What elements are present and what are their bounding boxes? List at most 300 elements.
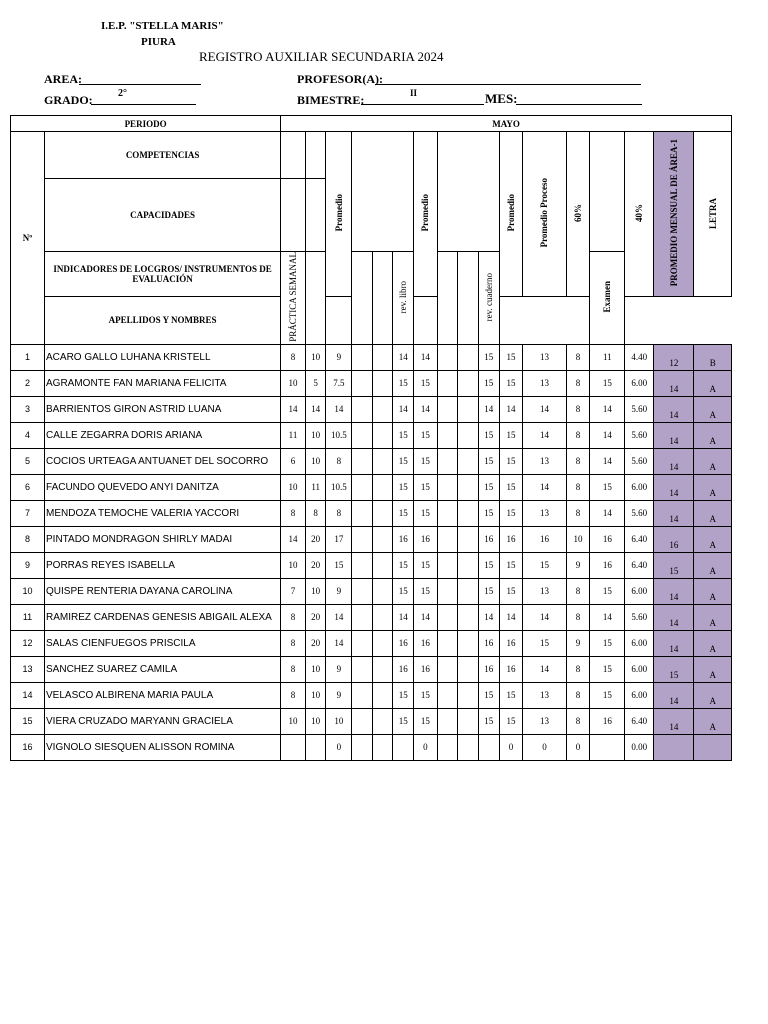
empty-cell <box>372 708 393 734</box>
empty-cell <box>352 448 373 474</box>
table-row <box>11 578 732 604</box>
grade-cell: 7 <box>281 578 306 604</box>
empty-cell <box>437 396 458 422</box>
grade-cell: 6 <box>281 448 306 474</box>
empty-cell <box>437 474 458 500</box>
grade-cell: 13 <box>523 344 566 370</box>
grade-cell: 16 <box>414 630 438 656</box>
grade-cell: 15 <box>479 578 500 604</box>
grade-cell: 10.5 <box>326 474 352 500</box>
promedio-mensual-cell: 16 <box>654 526 694 552</box>
row-number: 1 <box>11 344 45 370</box>
empty-cell <box>437 500 458 526</box>
grade-cell: 5.60 <box>625 422 654 448</box>
grade-cell: 15 <box>414 422 438 448</box>
empty-cell <box>372 500 393 526</box>
grade-cell: 10 <box>305 344 326 370</box>
grade-cell: 16 <box>393 656 414 682</box>
grade-cell: 15 <box>499 344 523 370</box>
bimestre-value: II <box>410 88 418 98</box>
letra-cell: A <box>694 370 732 396</box>
letra-cell: A <box>694 656 732 682</box>
empty-cell <box>372 370 393 396</box>
promedio-mensual-cell: 14 <box>654 474 694 500</box>
grade-cell: 15 <box>499 552 523 578</box>
empty-cell <box>372 344 393 370</box>
grade-cell: 14 <box>523 422 566 448</box>
table-row <box>11 682 732 708</box>
grade-cell: 11 <box>281 422 306 448</box>
grade-cell: 15 <box>414 370 438 396</box>
table-row <box>11 344 732 370</box>
student-name: VELASCO ALBIRENA MARIA PAULA <box>45 682 281 708</box>
grade-cell: 15 <box>479 344 500 370</box>
student-name: QUISPE RENTERIA DAYANA CAROLINA <box>45 578 281 604</box>
student-name: AGRAMONTE FAN MARIANA FELICITA <box>45 370 281 396</box>
grade-cell: 15 <box>499 578 523 604</box>
grado-value: 2° <box>118 88 127 99</box>
empty-cell <box>352 422 373 448</box>
empty-cell <box>352 500 373 526</box>
letra-cell: A <box>694 448 732 474</box>
grade-cell: 9 <box>326 656 352 682</box>
grado-line <box>91 104 196 105</box>
empty-cell <box>458 448 479 474</box>
letra-cell: A <box>694 552 732 578</box>
grade-cell: 10 <box>305 578 326 604</box>
empty-cell <box>437 370 458 396</box>
grade-cell: 8 <box>281 344 306 370</box>
grade-cell: 13 <box>523 448 566 474</box>
grade-cell: 6.40 <box>625 708 654 734</box>
grade-cell: 15 <box>414 500 438 526</box>
promedio-mensual-cell: 14 <box>654 578 694 604</box>
promedio-mensual-cell: 14 <box>654 630 694 656</box>
grade-cell: 14 <box>590 422 625 448</box>
empty-cell <box>437 422 458 448</box>
grade-cell: 15 <box>523 630 566 656</box>
grade-cell: 14 <box>393 604 414 630</box>
empty-cell <box>437 578 458 604</box>
number-header: Nº <box>11 132 45 345</box>
mes-line <box>516 104 642 105</box>
student-name: FACUNDO QUEVEDO ANYI DANITZA <box>45 474 281 500</box>
grade-cell: 15 <box>499 500 523 526</box>
grade-cell: 9 <box>566 630 590 656</box>
grade-cell: 16 <box>499 526 523 552</box>
empty-cell <box>352 526 373 552</box>
grade-cell: 14 <box>499 396 523 422</box>
grade-cell: 8 <box>566 656 590 682</box>
grade-cell: 15 <box>393 552 414 578</box>
grade-cell: 8 <box>566 370 590 396</box>
empty-cell <box>458 500 479 526</box>
col-promedio-2: Promedio <box>414 132 438 297</box>
grade-cell: 6.00 <box>625 656 654 682</box>
grade-cell: 15 <box>499 422 523 448</box>
grade-cell: 15 <box>590 630 625 656</box>
empty-cell <box>372 422 393 448</box>
empty-cell <box>437 526 458 552</box>
empty-cell <box>458 552 479 578</box>
grade-cell: 14 <box>281 396 306 422</box>
grade-cell: 15 <box>414 552 438 578</box>
letra-cell: A <box>694 578 732 604</box>
student-name: MENDOZA TEMOCHE VALERIA YACCORI <box>45 500 281 526</box>
promedio-mensual-cell: 12 <box>654 344 694 370</box>
page-title: REGISTRO AUXILIAR SECUNDARIA 2024 <box>199 49 444 64</box>
grade-cell: 5.60 <box>625 448 654 474</box>
grade-cell: 8 <box>566 578 590 604</box>
promedio-mensual-cell: 15 <box>654 552 694 578</box>
grade-cell: 0 <box>499 734 523 760</box>
student-name: SALAS CIENFUEGOS PRISCILA <box>45 630 281 656</box>
grade-cell: 15 <box>414 578 438 604</box>
grade-cell: 11 <box>305 474 326 500</box>
school-name: I.E.P. "STELLA MARIS" <box>101 20 224 32</box>
student-name: RAMIREZ CARDENAS GENESIS ABIGAIL ALEXA <box>45 604 281 630</box>
grade-cell: 8 <box>326 500 352 526</box>
grade-cell: 10 <box>305 656 326 682</box>
row-number: 6 <box>11 474 45 500</box>
row-number: 3 <box>11 396 45 422</box>
grade-cell: 16 <box>414 526 438 552</box>
grade-cell <box>393 734 414 760</box>
col-practica-semanal: PRÁCTICA SEMANAL <box>281 252 306 345</box>
bimestre-label: BIMESTRE: <box>297 93 365 107</box>
row-number: 5 <box>11 448 45 474</box>
promedio-mensual-cell: 15 <box>654 656 694 682</box>
grade-cell: 15 <box>523 552 566 578</box>
letra-cell: A <box>694 604 732 630</box>
grade-cell: 15 <box>393 682 414 708</box>
letra-cell: A <box>694 682 732 708</box>
grade-cell: 15 <box>393 474 414 500</box>
table-row <box>11 630 732 656</box>
empty-cell <box>352 630 373 656</box>
grade-cell: 8 <box>281 604 306 630</box>
grade-cell: 10 <box>305 708 326 734</box>
col-rev-libro: rev. libro <box>393 252 414 345</box>
grade-cell: 16 <box>414 656 438 682</box>
grade-cell: 15 <box>414 474 438 500</box>
empty-cell <box>372 474 393 500</box>
profesor-line <box>375 84 641 85</box>
grade-cell: 9 <box>326 344 352 370</box>
empty-cell <box>352 682 373 708</box>
grade-cell: 7.5 <box>326 370 352 396</box>
table-row <box>11 656 732 682</box>
grade-cell: 6.00 <box>625 578 654 604</box>
grade-cell: 16 <box>479 526 500 552</box>
grade-cell: 16 <box>393 526 414 552</box>
grade-cell: 15 <box>393 370 414 396</box>
row-number: 9 <box>11 552 45 578</box>
grade-cell: 8 <box>281 656 306 682</box>
grade-cell: 10 <box>281 552 306 578</box>
grade-cell: 14 <box>479 396 500 422</box>
grade-cell: 14 <box>305 396 326 422</box>
grade-cell: 14 <box>523 656 566 682</box>
grade-cell: 15 <box>479 552 500 578</box>
grade-cell: 10 <box>281 370 306 396</box>
student-name: ACARO GALLO LUHANA KRISTELL <box>45 344 281 370</box>
table-row <box>11 734 732 760</box>
empty-cell <box>458 734 479 760</box>
letra-cell: A <box>694 526 732 552</box>
row-number: 12 <box>11 630 45 656</box>
student-name: PINTADO MONDRAGON SHIRLY MADAI <box>45 526 281 552</box>
empty-cell <box>437 448 458 474</box>
grade-cell: 15 <box>414 682 438 708</box>
grade-cell: 14 <box>523 396 566 422</box>
grade-cell: 9 <box>326 578 352 604</box>
row-number: 11 <box>11 604 45 630</box>
empty-cell <box>458 656 479 682</box>
grade-cell: 16 <box>590 526 625 552</box>
empty-cell <box>352 552 373 578</box>
grade-cell: 14 <box>326 396 352 422</box>
grade-cell: 9 <box>326 682 352 708</box>
grade-cell: 20 <box>305 630 326 656</box>
grade-cell: 14 <box>479 604 500 630</box>
student-name: VIERA CRUZADO MARYANN GRACIELA <box>45 708 281 734</box>
grade-cell: 6.40 <box>625 526 654 552</box>
grade-cell: 16 <box>479 656 500 682</box>
grade-cell: 13 <box>523 708 566 734</box>
grade-cell: 8 <box>566 604 590 630</box>
empty-cell <box>437 734 458 760</box>
empty-cell <box>458 370 479 396</box>
table-row <box>11 448 732 474</box>
grade-cell: 10 <box>326 708 352 734</box>
empty-cell <box>458 630 479 656</box>
grade-cell: 9 <box>566 552 590 578</box>
grade-cell <box>305 734 326 760</box>
grade-cell: 15 <box>326 552 352 578</box>
grade-cell: 13 <box>523 578 566 604</box>
letra-cell: A <box>694 474 732 500</box>
col-60-percent: 60% <box>566 132 590 297</box>
table-row <box>11 604 732 630</box>
grade-cell: 13 <box>523 682 566 708</box>
grade-cell: 6.40 <box>625 552 654 578</box>
empty-cell <box>352 578 373 604</box>
grade-cell: 20 <box>305 604 326 630</box>
promedio-mensual-cell: 14 <box>654 448 694 474</box>
grade-cell: 16 <box>590 552 625 578</box>
student-name: CALLE ZEGARRA DORIS ARIANA <box>45 422 281 448</box>
grade-cell: 10 <box>305 422 326 448</box>
periodo-header: PERIODO <box>11 116 281 132</box>
grade-cell: 14 <box>590 396 625 422</box>
grade-cell: 10 <box>305 448 326 474</box>
grade-cell: 16 <box>499 656 523 682</box>
grade-cell: 15 <box>393 448 414 474</box>
col-promedio-proceso: Promedio Proceso <box>523 132 566 297</box>
grade-cell: 16 <box>479 630 500 656</box>
row-number: 15 <box>11 708 45 734</box>
row-number: 4 <box>11 422 45 448</box>
table-row <box>11 396 732 422</box>
empty-cell <box>352 734 373 760</box>
school-city: PIURA <box>141 36 176 48</box>
empty-cell <box>437 344 458 370</box>
grade-cell: 11 <box>590 344 625 370</box>
promedio-mensual-cell: 14 <box>654 500 694 526</box>
letra-cell <box>694 734 732 760</box>
col-examen: Examen <box>590 252 625 345</box>
grade-cell: 13 <box>523 500 566 526</box>
empty-cell <box>437 682 458 708</box>
grade-cell: 6.00 <box>625 474 654 500</box>
promedio-mensual-cell: 14 <box>654 396 694 422</box>
grade-cell: 4.40 <box>625 344 654 370</box>
row-number: 13 <box>11 656 45 682</box>
grade-cell: 14 <box>590 500 625 526</box>
grade-cell: 15 <box>414 708 438 734</box>
grade-cell: 15 <box>499 448 523 474</box>
grade-cell: 14 <box>590 604 625 630</box>
grade-cell: 8 <box>566 682 590 708</box>
empty-cell <box>458 604 479 630</box>
grade-cell: 14 <box>393 344 414 370</box>
grade-cell: 15 <box>479 422 500 448</box>
grade-cell: 14 <box>414 604 438 630</box>
col-letra: LETRA <box>694 132 732 297</box>
grade-cell: 16 <box>590 708 625 734</box>
competencias-header: COMPETENCIAS <box>45 132 281 179</box>
table-row <box>11 422 732 448</box>
empty-cell <box>372 604 393 630</box>
empty-cell <box>458 682 479 708</box>
table-row <box>11 552 732 578</box>
grade-cell: 8 <box>305 500 326 526</box>
grade-cell: 0 <box>566 734 590 760</box>
row-number: 7 <box>11 500 45 526</box>
promedio-mensual-cell: 14 <box>654 604 694 630</box>
grade-cell: 8 <box>566 344 590 370</box>
grade-cell: 6.00 <box>625 370 654 396</box>
grade-cell: 0 <box>414 734 438 760</box>
table-row <box>11 370 732 396</box>
indicadores-header: INDICADORES DE LOCGROS/ INSTRUMENTOS DE EVALUACIÓN <box>45 252 281 297</box>
grade-cell: 10 <box>281 474 306 500</box>
grade-cell: 8 <box>566 474 590 500</box>
empty-cell <box>372 656 393 682</box>
grade-cell: 14 <box>414 396 438 422</box>
month-header: MAYO <box>281 116 732 132</box>
promedio-mensual-cell: 14 <box>654 682 694 708</box>
table-row <box>11 708 732 734</box>
table-row <box>11 500 732 526</box>
empty-cell <box>458 708 479 734</box>
grade-cell: 0 <box>326 734 352 760</box>
empty-cell <box>352 370 373 396</box>
grade-cell: 15 <box>393 708 414 734</box>
capacidades-header: CAPACIDADES <box>45 179 281 252</box>
apellidos-header: APELLIDOS Y NOMBRES <box>45 297 281 345</box>
grade-cell: 14 <box>523 474 566 500</box>
letra-cell: A <box>694 630 732 656</box>
grade-cell: 5.60 <box>625 500 654 526</box>
grade-cell: 0 <box>523 734 566 760</box>
grade-cell: 13 <box>523 370 566 396</box>
grade-cell: 15 <box>479 500 500 526</box>
empty-cell <box>458 344 479 370</box>
empty-cell <box>372 526 393 552</box>
empty-cell <box>372 630 393 656</box>
col-40-percent: 40% <box>625 132 654 297</box>
empty-cell <box>352 708 373 734</box>
empty-cell <box>372 734 393 760</box>
grade-cell: 14 <box>499 604 523 630</box>
grade-cell: 15 <box>590 370 625 396</box>
empty-cell <box>458 578 479 604</box>
grade-cell: 16 <box>393 630 414 656</box>
promedio-mensual-cell: 14 <box>654 708 694 734</box>
grades-table <box>10 115 732 761</box>
grade-cell: 10 <box>566 526 590 552</box>
student-name: PORRAS REYES ISABELLA <box>45 552 281 578</box>
promedio-mensual-cell: 14 <box>654 370 694 396</box>
row-number: 16 <box>11 734 45 760</box>
empty-cell <box>372 578 393 604</box>
table-row <box>11 526 732 552</box>
grade-cell: 15 <box>393 422 414 448</box>
student-name: BARRIENTOS GIRON ASTRID LUANA <box>45 396 281 422</box>
empty-cell <box>372 552 393 578</box>
grade-cell: 14 <box>523 604 566 630</box>
grade-cell: 0.00 <box>625 734 654 760</box>
empty-cell <box>458 474 479 500</box>
letra-cell: B <box>694 344 732 370</box>
grade-cell: 15 <box>479 474 500 500</box>
grade-cell: 15 <box>590 682 625 708</box>
area-line <box>79 84 201 85</box>
empty-cell <box>352 396 373 422</box>
empty-cell <box>458 422 479 448</box>
empty-cell <box>437 604 458 630</box>
grade-cell: 8 <box>281 500 306 526</box>
grado-label: GRADO: <box>44 93 93 107</box>
col-promedio-mensual: PROMEDIO MENSUAL DE ÁREA-1 <box>654 132 694 297</box>
row-number: 14 <box>11 682 45 708</box>
grade-cell: 15 <box>590 656 625 682</box>
student-name: VIGNOLO SIESQUEN ALISSON ROMINA <box>45 734 281 760</box>
table-row <box>11 474 732 500</box>
empty-cell <box>352 474 373 500</box>
grade-cell: 15 <box>393 500 414 526</box>
grade-cell: 6.00 <box>625 682 654 708</box>
grade-cell: 15 <box>479 682 500 708</box>
grade-cell: 15 <box>590 474 625 500</box>
grade-cell: 15 <box>499 682 523 708</box>
grade-cell: 20 <box>305 526 326 552</box>
grade-cell: 15 <box>499 708 523 734</box>
grade-cell: 14 <box>281 526 306 552</box>
empty-cell <box>458 526 479 552</box>
row-number: 2 <box>11 370 45 396</box>
grade-cell: 5.60 <box>625 604 654 630</box>
empty-cell <box>352 604 373 630</box>
grade-cell: 17 <box>326 526 352 552</box>
promedio-mensual-cell <box>654 734 694 760</box>
grade-cell: 15 <box>393 578 414 604</box>
grade-cell: 14 <box>414 344 438 370</box>
grade-cell: 16 <box>523 526 566 552</box>
grade-cell: 15 <box>499 370 523 396</box>
